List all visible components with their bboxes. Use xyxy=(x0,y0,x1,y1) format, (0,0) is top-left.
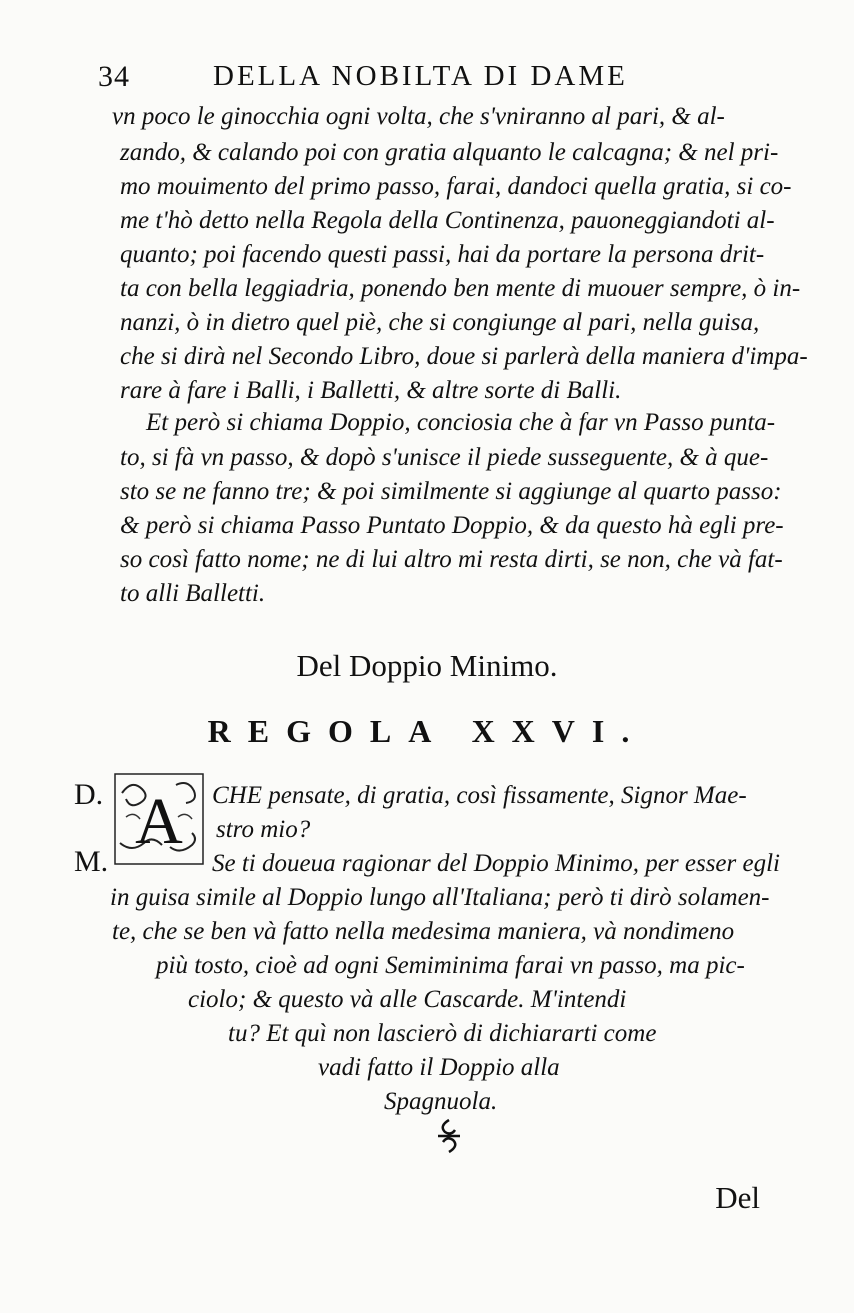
text-line: ta con bella leggiadria, ponendo ben mente di muouer sempre, ò in- xyxy=(120,275,801,302)
running-head: DELLA NOBILTA DI DAME xyxy=(213,60,628,92)
text-line: Et però si chiama Doppio, conciosia che à far vn Passo punta- xyxy=(146,409,776,436)
speaker-d-label: D. xyxy=(74,778,104,811)
text-line: vn poco le ginocchia ogni volta, che s'vniranno al pari, & al- xyxy=(112,103,725,130)
text-line: nanzi, ò in dietro quel piè, che si congiunge al pari, nella guisa, xyxy=(120,309,760,336)
text-line: rare à fare i Balli, i Balletti, & altre sorte di Balli. xyxy=(120,377,622,404)
dialogue-line: vadi fatto il Doppio alla xyxy=(318,1054,560,1081)
dialogue-line: ciolo; & questo và alle Cascarde. M'intendi xyxy=(188,986,627,1013)
dialogue-line: CHE pensate, di gratia, così fissamente, Signor Mae- xyxy=(212,782,747,809)
dialogue-line: più tosto, cioè ad ogni Semiminima farai vn passo, ma pic- xyxy=(156,952,745,979)
drop-cap-letter: A xyxy=(135,785,183,858)
catchword: Del xyxy=(715,1180,760,1215)
dialogue-line: Spagnuola. xyxy=(384,1088,498,1115)
dialogue-line: Se ti doueua ragionar del Doppio Minimo, per esser egli xyxy=(212,850,780,877)
dialogue-line: in guisa simile al Doppio lungo all'Italiana; però ti dirò solamen- xyxy=(110,884,770,911)
text-line: quanto; poi facendo questi passi, hai da portare la persona drit- xyxy=(120,241,765,268)
text-line: sto se ne fanno tre; & poi similmente si aggiunge al quarto passo: xyxy=(120,478,782,505)
page-number: 34 xyxy=(98,60,130,93)
text-line: to, si fà vn passo, & dopò s'unisce il piede susseguente, & à que- xyxy=(120,444,769,471)
text-line: to alli Balletti. xyxy=(120,580,266,607)
speaker-m-label: M. xyxy=(74,845,109,878)
text-line: mo mouimento del primo passo, farai, dandoci quella gratia, si co- xyxy=(120,173,792,200)
fleuron-ornament xyxy=(434,1118,464,1154)
drop-cap-ornament xyxy=(114,773,204,865)
dialogue-line: tu? Et quì non lascierò di dichiararti come xyxy=(228,1020,657,1047)
page-header xyxy=(98,60,678,100)
text-line: & però si chiama Passo Puntato Doppio, & da questo hà egli pre- xyxy=(120,512,784,539)
text-line: me t'hò detto nella Regola della Continenza, pauoneggiandoti al- xyxy=(120,207,775,234)
section-title: Del Doppio Minimo. xyxy=(296,648,558,683)
dialogue-line: stro mio? xyxy=(216,816,311,843)
dialogue-line: te, che se ben và fatto nella medesima maniera, và nondimeno xyxy=(112,918,735,945)
text-line: so così fatto nome; ne di lui altro mi resta dirti, se non, che và fat- xyxy=(120,546,783,573)
rule-title: REGOLA XXVI. xyxy=(207,713,647,749)
text-line: zando, & calando poi con gratia alquanto le calcagna; & nel pri- xyxy=(120,139,779,166)
text-line: che si dirà nel Secondo Libro, doue si parlerà della maniera d'impa- xyxy=(120,343,808,370)
